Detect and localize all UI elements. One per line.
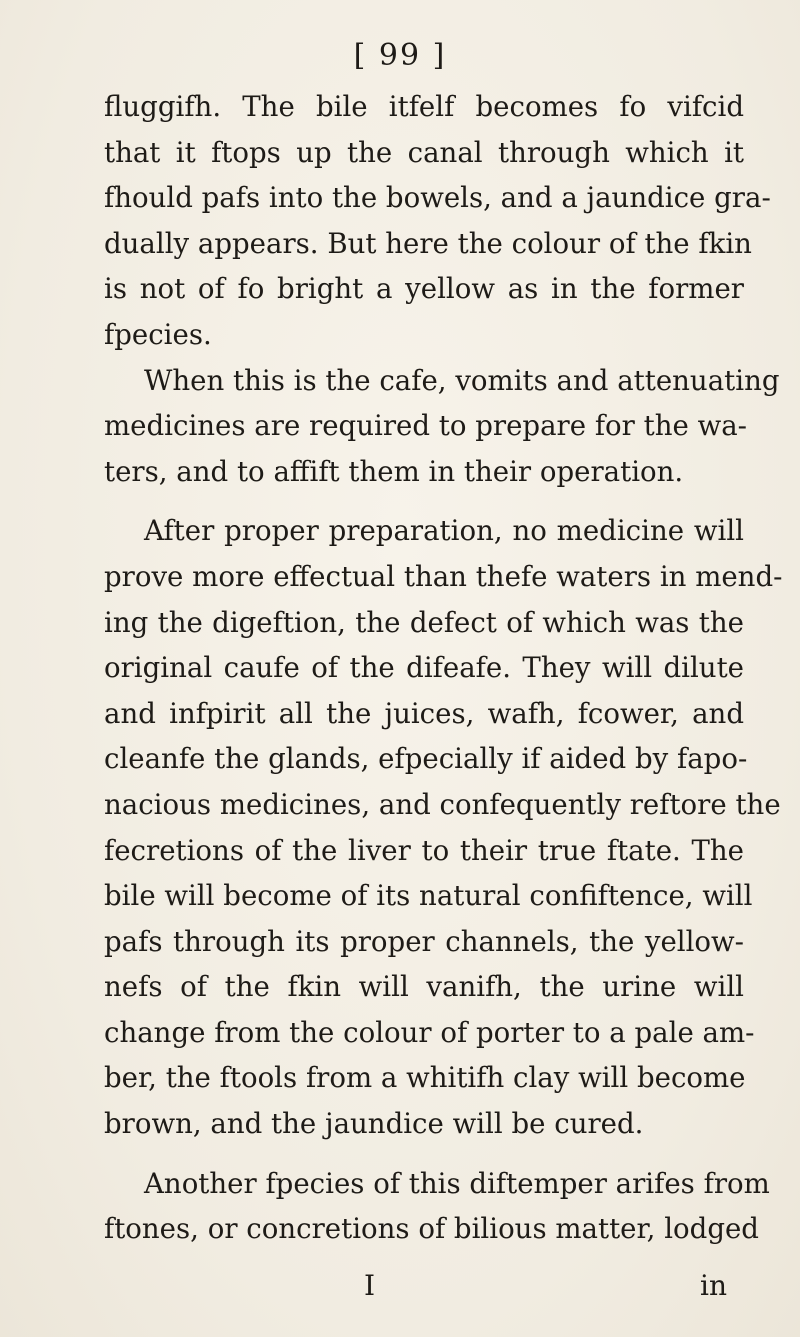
text-line: and infpirit all the juices, wafh, fcower, and xyxy=(104,696,744,730)
text-line: Another fpecies of this diftemper arifes from xyxy=(144,1166,770,1200)
text-line: brown, and the jaundice will be cured. xyxy=(104,1107,644,1141)
text-line: fhould pafs into the bowels, and a jaundice gra- xyxy=(104,181,771,215)
paragraph-gap xyxy=(104,1147,744,1161)
text-line: prove more effectual than thefe waters in mend- xyxy=(104,559,783,593)
text-line: fpecies. xyxy=(104,317,212,351)
page-number: [ 99 ] xyxy=(353,38,447,73)
paragraph xyxy=(104,84,771,358)
text-line: After proper preparation, no medicine will xyxy=(144,514,744,548)
text-line: bile will become of its natural confiftence, will xyxy=(104,879,753,913)
text-line: change from the colour of porter to a pale am- xyxy=(104,1015,755,1049)
text-line: nacious medicines, and confequently reftore the xyxy=(104,787,781,821)
text-line: that it ftops up the canal through which it xyxy=(104,135,744,169)
text-line: fluggifh. The bile itfelf becomes fo vifcid xyxy=(104,90,744,123)
paragraph xyxy=(104,1161,770,1252)
text-line: ftones, or concretions of bilious matter, lodged xyxy=(104,1212,759,1246)
paragraph xyxy=(104,358,780,495)
text-line: medicines are required to prepare for the wa- xyxy=(104,409,747,443)
text-line: fecretions of the liver to their true ftate. The xyxy=(104,833,744,867)
body-text xyxy=(104,84,783,1252)
signature-mark: I xyxy=(364,1269,376,1302)
text-line: original caufe of the difeafe. They will dilute xyxy=(104,651,744,685)
text-line: pafs through its proper channels, the yellow- xyxy=(104,924,744,958)
text-line: ber, the ftools from a whitifh clay will become xyxy=(104,1061,746,1095)
paragraph-gap xyxy=(104,494,744,508)
text-line: ing the digeftion, the defect of which was the xyxy=(104,605,744,639)
text-line: ters, and to affift them in their operation. xyxy=(104,454,684,488)
text-line: cleanfe the glands, efpecially if aided by fapo- xyxy=(104,742,748,776)
text-line: is not of fo bright a yellow as in the former xyxy=(104,272,744,306)
paragraph xyxy=(104,508,783,1146)
text-line: When this is the cafe, vomits and attenuating xyxy=(144,363,780,397)
text-line: dually appears. But here the colour of the fkin xyxy=(104,226,752,260)
catchword: in xyxy=(700,1269,727,1302)
text-line: nefs of the fkin will vanifh, the urine will xyxy=(104,970,744,1004)
